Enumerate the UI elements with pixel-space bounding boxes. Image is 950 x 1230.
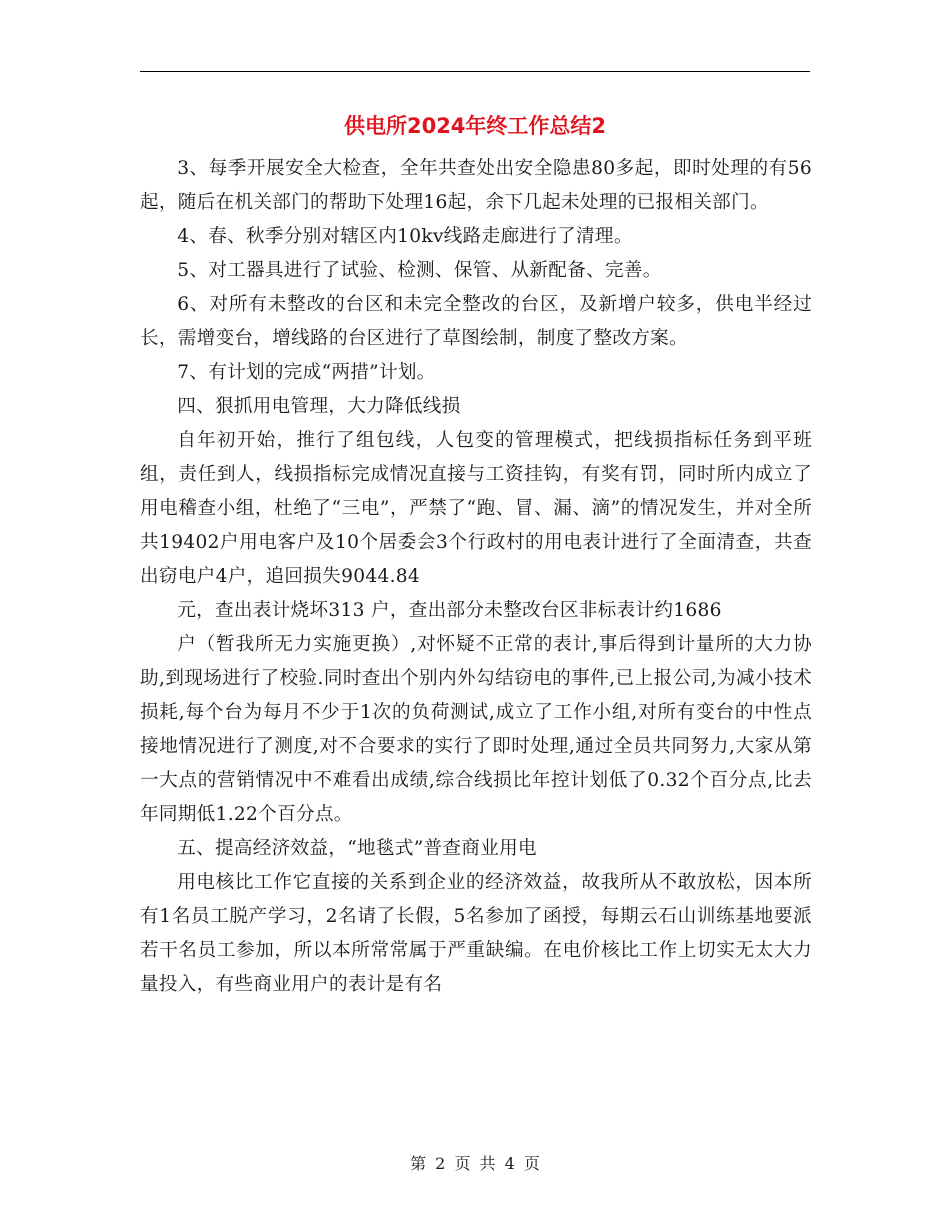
paragraph-tariff-check: 用电核比工作它直接的关系到企业的经济效益，故我所从不敢放松，因本所有1名员工脱产学习，2名请了长假，5名参加了函授，每期云石山训练基地要派若干名员工参加，所以本所常常属于严重缺编。在电价核比工作上切实无太大力量投入，有些商业用户的表计是有名 bbox=[140, 872, 812, 995]
paragraph-meter-replacement: 户（暂我所无力实施更换）,对怀疑不正常的表计,事后得到计量所的大力协助,到现场进行了校验.同时查出个别内外勾结窃电的事件,已上报公司,为减小技术损耗,每个台为每月不少于1次的负荷测试,成立了工作小组,对所有变台的中性点接地情况进行了测度,对不合要求的实行了即时处理,通过全员共同努力,大家从第一大点的营销情况中不难看出成绩,综合线损比年控计划低了0.32个百分点,比去年同期低1.22个百分点。 bbox=[140, 634, 812, 825]
paragraph-meter-check: 元，查出表计烧坏313 户，查出部分未整改台区非标表计约1686 bbox=[177, 600, 722, 621]
section-heading-line-loss: 四、狠抓用电管理，大力降低线损 bbox=[177, 396, 461, 417]
paragraph-safety-inspection: 3、每季开展安全大检查，全年共查处出安全隐患80多起，即时处理的有56起，随后在机关部门的帮助下处理16起，余下几起未处理的已报相关部门。 bbox=[140, 158, 812, 213]
paragraph-rectification-plan: 6、对所有未整改的台区和未完全整改的台区，及新增户较多，供电半经过长，需增变台，增线路的台区进行了草图绘制，制度了整改方案。 bbox=[140, 294, 812, 349]
header-rule bbox=[140, 71, 810, 72]
document-body bbox=[140, 152, 812, 1002]
paragraph-line-loss-management: 自年初开始，推行了组包线，人包变的管理模式，把线损指标任务到平班组，责任到人，线损指标完成情况直接与工资挂钩，有奖有罚，同时所内成立了用电稽查小组，杜绝了“三电”，严禁了“跑、冒、漏、滴”的情况发生，并对全所共19402户用电客户及10个居委会3个行政村的用电表计进行了全面清查，共查出窃电户4户，追回损失9044.84 bbox=[140, 430, 812, 587]
paragraph-tools: 5、对工器具进行了试验、检测、保管、从新配备、完善。 bbox=[177, 260, 662, 281]
page-footer: 第 2 页 共 4 页 bbox=[410, 1154, 540, 1173]
paragraph-line-corridor: 4、春、秋季分别对辖区内10kv线路走廊进行了清理。 bbox=[177, 226, 633, 247]
document-title: 供电所2024年终工作总结2 bbox=[343, 114, 607, 138]
paragraph-two-measures: 7、有计划的完成“两措”计划。 bbox=[177, 362, 436, 383]
section-heading-economic-benefit: 五、提高经济效益，“地毯式”普查商业用电 bbox=[177, 838, 537, 859]
